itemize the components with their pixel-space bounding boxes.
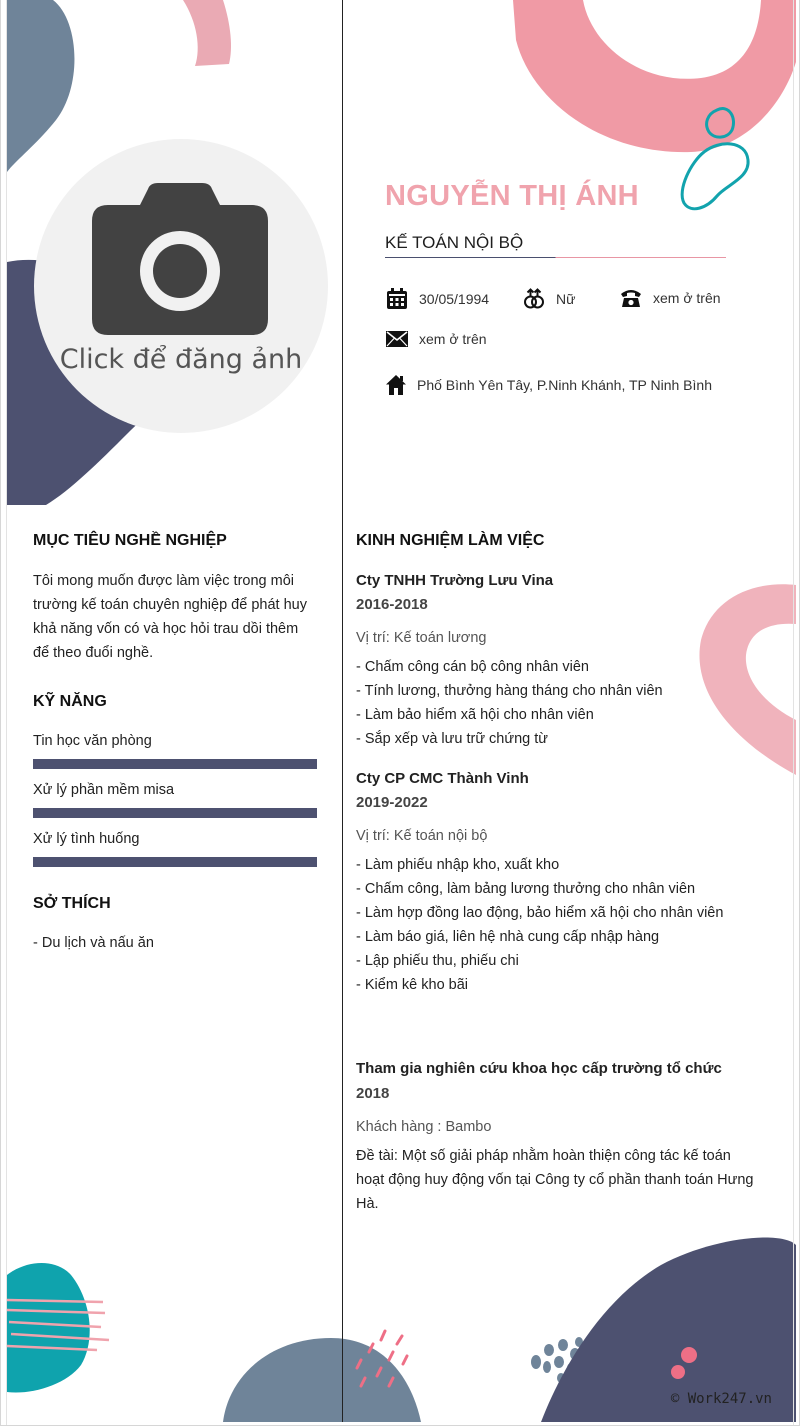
task-item: - Kiểm kê kho bãi: [356, 977, 469, 993]
pink-dot-1: [681, 1347, 697, 1363]
company-name: Cty TNHH Trường Lưu Vina: [356, 572, 554, 589]
task-item: - Tính lương, thưởng hàng tháng cho nhân viên: [356, 683, 663, 699]
task-list: [356, 853, 723, 997]
job-position: Vị trí: Kế toán lương: [356, 630, 487, 646]
address-value: Phố Bình Yên Tây, P.Ninh Khánh, TP Ninh Bình: [417, 377, 712, 393]
task-item: - Làm phiếu nhập kho, xuất kho: [356, 857, 560, 873]
skills-heading: KỸ NĂNG: [33, 693, 107, 710]
objective-text: [33, 569, 333, 665]
skill-label: Xử lý tình huống: [33, 831, 140, 847]
task-item: - Chấm công, làm bảng lương thưởng cho nhân viên: [356, 881, 696, 897]
job-position: Vị trí: Kế toán nội bộ: [356, 828, 488, 844]
gender-row: [523, 288, 575, 310]
hobbies-text: - Du lịch và nấu ăn: [33, 935, 154, 951]
address-row: [386, 375, 712, 395]
company-name: Cty CP CMC Thành Vinh: [356, 770, 529, 787]
copyright-text: © Work247.vn: [670, 1391, 772, 1407]
objective-line: Tôi mong muốn được làm việc trong môi: [33, 573, 294, 589]
skill-bar: [33, 808, 317, 818]
research-client: Khách hàng : Bambo: [356, 1119, 492, 1135]
home-icon: [386, 375, 406, 395]
job-title: KẾ TOÁN NỘI BỘ: [385, 233, 524, 252]
research-line: hoạt động huy động vốn tại Công ty cổ phần thanh toán Hưng: [356, 1172, 754, 1188]
teal-loop-large: [682, 144, 748, 209]
company-years: 2016-2018: [356, 596, 428, 613]
gender-value: Nữ: [556, 291, 576, 307]
research-line: Hà.: [356, 1196, 379, 1212]
skill-bar: [33, 759, 317, 769]
pink-dot-2: [671, 1365, 685, 1379]
task-item: - Làm báo giá, liên hệ nhà cung cấp nhập hàng: [356, 929, 660, 945]
research-description: [356, 1144, 786, 1216]
column-divider: [342, 0, 343, 1422]
research-year: 2018: [356, 1085, 390, 1102]
hobbies-heading: SỞ THÍCH: [33, 895, 111, 912]
teal-blob-bottom-left: [7, 1263, 90, 1393]
avatar-upload[interactable]: [34, 139, 328, 433]
company-years: 2019-2022: [356, 794, 428, 811]
avatar-upload-label: Click để đăng ảnh: [59, 344, 303, 375]
phone-value: xem ở trên: [653, 290, 721, 306]
slate-blob-top-left: [7, 0, 74, 172]
research-line: Đề tài: Một số giải pháp nhằm hoàn thiện công tác kế toán: [356, 1148, 731, 1164]
phone-row: [620, 288, 721, 308]
task-list: [356, 655, 663, 751]
birthday-row: [386, 288, 489, 310]
camera-icon: [92, 183, 268, 335]
skill-label: Tin học văn phòng: [33, 733, 152, 749]
task-item: - Chấm công cán bộ công nhân viên: [356, 659, 589, 675]
skill-label: Xử lý phần mềm misa: [33, 782, 175, 798]
experience-heading: KINH NGHIỆM LÀM VIỆC: [356, 532, 545, 549]
objective-heading: MỤC TIÊU NGHỀ NGHIỆP: [33, 532, 227, 549]
objective-line: trường kế toán chuyên nghiệp để phát huy: [33, 597, 307, 613]
title-underline: [385, 257, 726, 258]
envelope-icon: [386, 331, 408, 347]
pink-ring-right: [699, 584, 796, 775]
task-item: - Làm hợp đồng lao động, bảo hiểm xã hội cho nhân viên: [356, 905, 724, 921]
birthday-value: 30/05/1994: [419, 291, 490, 307]
objective-line: khả năng vốn có và học hỏi trau dồi thêm: [33, 621, 299, 637]
skill-bar: [33, 857, 317, 867]
calendar-icon: [386, 288, 408, 310]
email-row: [386, 331, 487, 347]
objective-line: để theo đuổi nghề.: [33, 645, 154, 661]
task-item: - Lập phiếu thu, phiếu chi: [356, 953, 519, 969]
task-item: - Sắp xếp và lưu trữ chứng từ: [356, 731, 548, 747]
phone-icon: [620, 288, 642, 308]
task-item: - Làm bảo hiểm xã hội cho nhân viên: [356, 707, 594, 723]
pink-stroke-top: [183, 0, 231, 66]
gender-icon: [523, 288, 545, 310]
pink-ring-top-right: [513, 0, 796, 152]
research-title: Tham gia nghiên cứu khoa học cấp trường tổ chức: [356, 1060, 722, 1077]
candidate-name: NGUYỄN THỊ ÁNH: [385, 180, 639, 212]
email-value: xem ở trên: [419, 331, 487, 347]
